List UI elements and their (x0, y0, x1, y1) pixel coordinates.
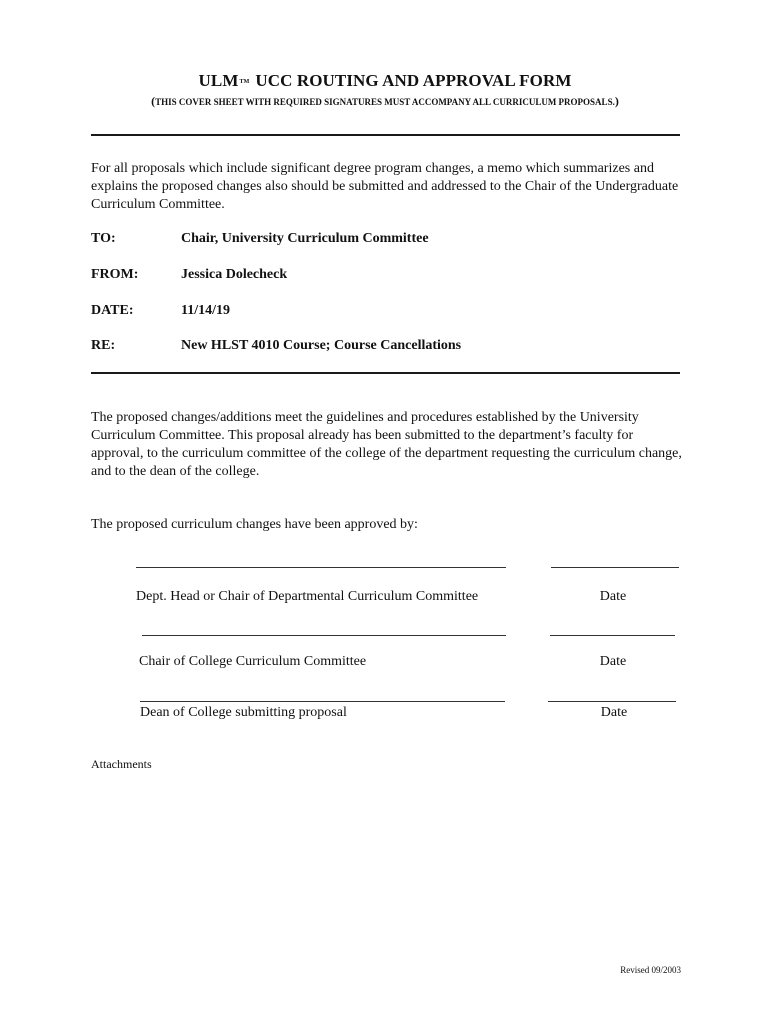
signature-line-dept-head[interactable] (136, 567, 506, 568)
trademark-mark: TM (239, 79, 250, 86)
date-line-dean[interactable] (548, 701, 676, 702)
date-label-dean: Date (600, 705, 628, 720)
form-subtitle (0, 94, 770, 109)
signature-label-dean: Dean of College submitting proposal (140, 705, 347, 720)
memo-from-value: Jessica Dolecheck (181, 267, 288, 282)
subtitle-close-paren: ) (614, 94, 619, 108)
attachments-label: Attachments (91, 757, 152, 771)
memo-to-label: TO: (91, 231, 116, 246)
signature-label-college-chair: Chair of College Curriculum Committee (139, 654, 367, 669)
intro-paragraph: For all proposals which include significant degree program changes, a memo which summarizes and explains the proposed changes also should be submitted and addressed to the Chair of the Undergraduate Curriculum Committee. (91, 161, 679, 212)
title-ulm: ULM (198, 71, 239, 90)
guidelines-paragraph: The proposed changes/additions meet the guidelines and procedures established by the University Curriculum Committee. This proposal already has been submitted to the department’s faculty for approval, to the curriculum committee of the college of the department requesting the curriculum change, and to the dean of the college. (91, 410, 682, 479)
date-label-dept-head: Date (599, 589, 627, 604)
title-main: UCC ROUTING AND APPROVAL FORM (255, 71, 572, 90)
approved-by-text: The proposed curriculum changes have been approved by: (91, 517, 418, 532)
date-label-college-chair: Date (599, 654, 627, 669)
memo-to-value: Chair, University Curriculum Committee (181, 231, 429, 246)
memo-divider (91, 372, 680, 374)
memo-date-value: 11/14/19 (181, 303, 231, 318)
top-divider (91, 134, 680, 136)
memo-re-value: New HLST 4010 Course; Course Cancellations (181, 338, 462, 353)
memo-date-label: DATE: (91, 303, 134, 318)
signature-line-college-chair[interactable] (142, 635, 506, 636)
date-line-dept-head[interactable] (551, 567, 679, 568)
form-title (0, 71, 770, 91)
subtitle-open-paren: ( (151, 94, 156, 108)
revised-note: Revised 09/2003 (620, 965, 681, 975)
signature-label-dept-head: Dept. Head or Chair of Departmental Curriculum Committee (136, 589, 479, 604)
date-line-college-chair[interactable] (550, 635, 675, 636)
memo-re-label: RE: (91, 338, 116, 353)
signature-line-dean[interactable] (140, 701, 505, 702)
memo-from-label: FROM: (91, 267, 139, 282)
subtitle-text: THIS COVER SHEET WITH REQUIRED SIGNATURES MUST ACCOMPANY ALL CURRICULUM PROPOSALS. (155, 97, 615, 107)
